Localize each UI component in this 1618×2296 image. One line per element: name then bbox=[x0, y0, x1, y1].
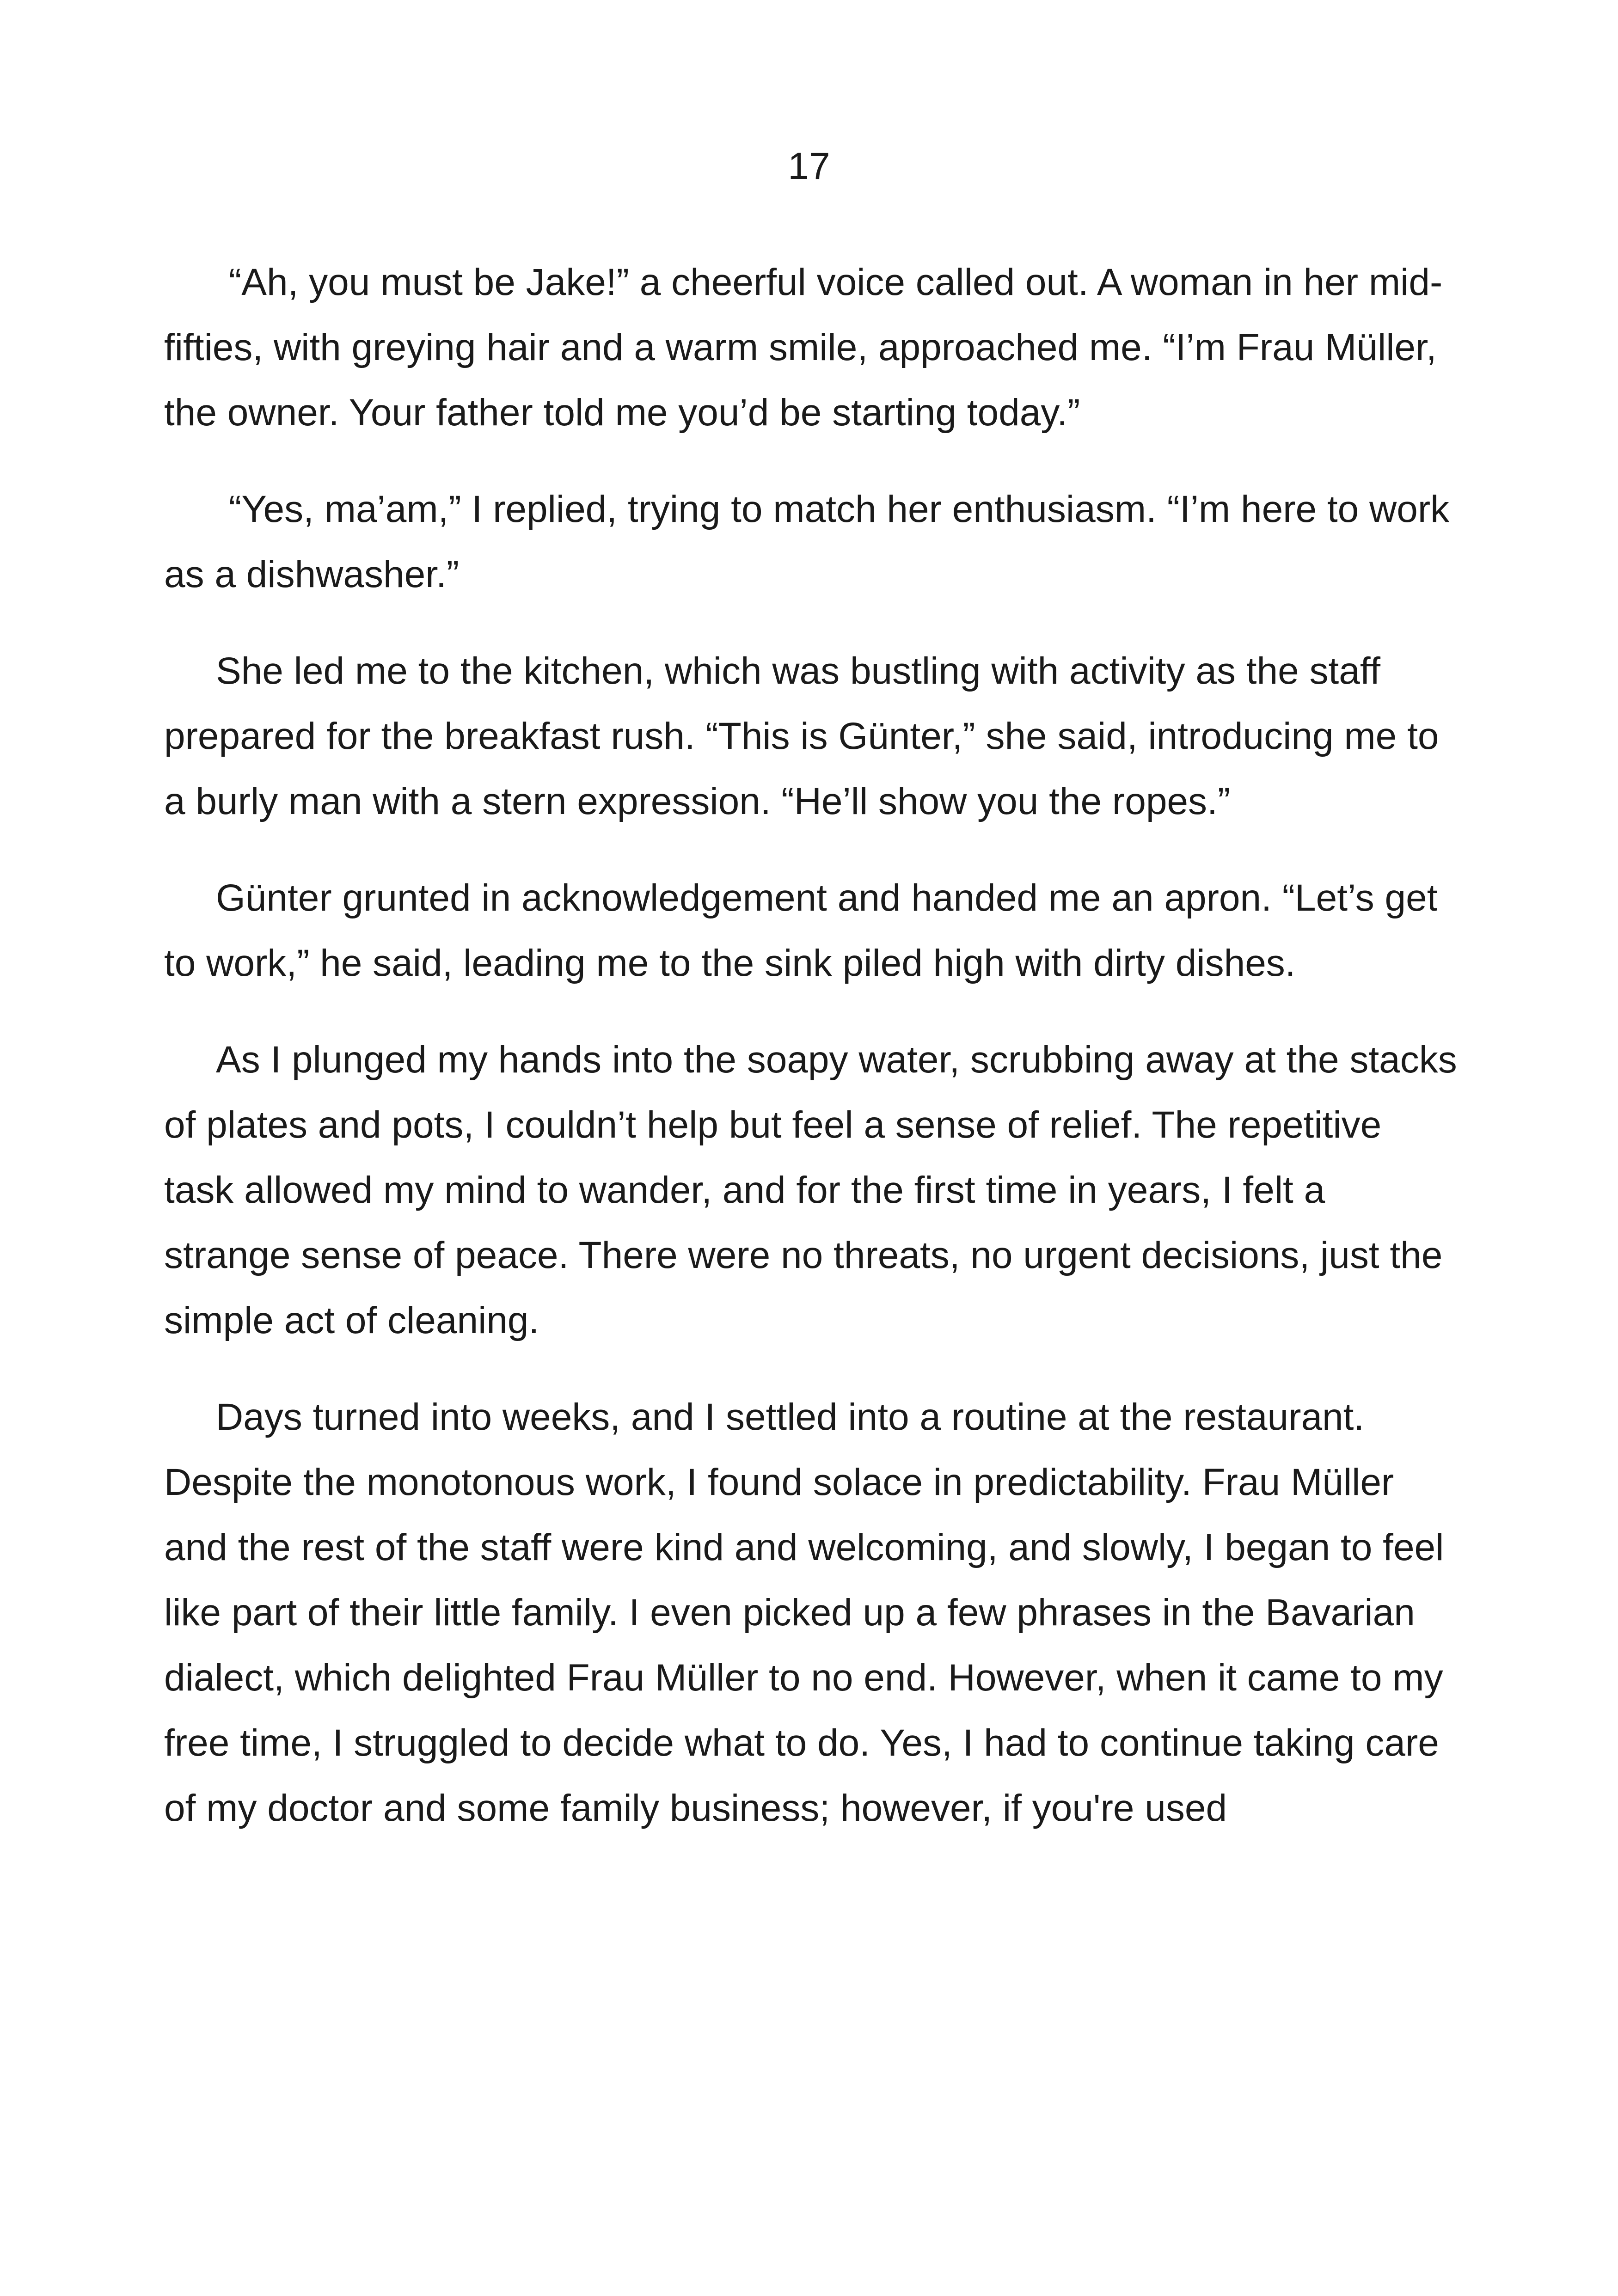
paragraph-2: “Yes, ma’am,” I replied, trying to match her enthusiasm. “I’m here to work as a dishwasher.” bbox=[164, 488, 1450, 595]
paragraph-4: Günter grunted in acknowledgement and handed me an apron. “Let’s get to work,” he said, leading me to the sink piled high with dirty dishes. bbox=[164, 877, 1438, 984]
paragraph-3: She led me to the kitchen, which was bustling with activity as the staff prepared for the breakfast rush. “This is Günter,” she said, introducing me to a burly man with a stern expression. “He’ll show you the ropes.” bbox=[164, 650, 1439, 822]
body-text bbox=[164, 250, 1459, 1841]
paragraph-5: As I plunged my hands into the soapy water, scrubbing away at the stacks of plates and pots, I couldn’t help but feel a sense of relief. The repetitive task allowed my mind to wander, and for the first time in years, I felt a strange sense of peace. There were no threats, no urgent decisions, just the simple act of cleaning. bbox=[164, 1039, 1457, 1341]
paragraph-6: Days turned into weeks, and I settled into a routine at the restaurant. Despite the monotonous work, I found solace in predictability. Frau Müller and the rest of the staff were kind and welcoming, and slowly, I began to feel like part of their little family. I even picked up a few phrases in the Bavarian dialect, which delighted Frau Müller to no end. However, when it came to my free time, I struggled to decide what to do. Yes, I had to continue taking care of my doctor and some family business; however, if you're used bbox=[164, 1396, 1444, 1829]
page-number: 17 bbox=[788, 145, 830, 187]
paragraph-1: “Ah, you must be Jake!” a cheerful voice called out. A woman in her mid-fifties, with greying hair and a warm smile, approached me. “I’m Frau Müller, the owner. Your father told me you’d be starting today.” bbox=[164, 261, 1443, 434]
